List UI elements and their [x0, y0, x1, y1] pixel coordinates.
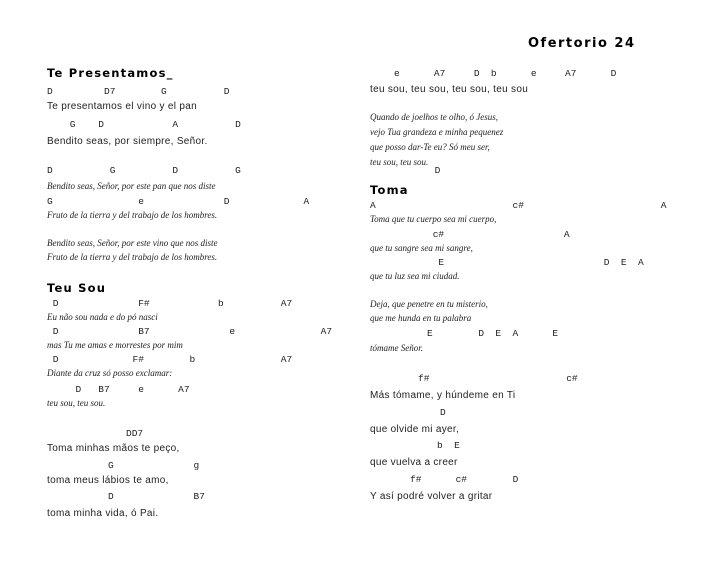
chord-line: c# A [370, 229, 570, 240]
lyric-line: teu sou, teu sou, teu sou, teu sou [370, 84, 529, 95]
lyric-line: Toma minhas mãos te peço, [47, 443, 180, 454]
chord-line: D B7 e A7 [47, 384, 190, 395]
lyric-line: que posso dar-Te eu? Só meu ser, [370, 142, 490, 152]
lyric-line: Eu não sou nada e do pó nasci [47, 312, 158, 322]
lyric-line: toma meus lábios te amo, [47, 475, 169, 486]
chord-line: G D A D [47, 119, 241, 130]
lyric-line: que vuelva a creer [370, 457, 458, 468]
page-title: Ofertorio 24 [528, 36, 636, 51]
lyric-line: Bendito seas, Señor, por este vino que nos diste [47, 238, 218, 248]
lyric-line: que tu sangre sea mi sangre, [370, 243, 473, 253]
lyric-line: que olvide mi ayer, [370, 424, 460, 435]
lyric-line: Más tómame, y húndeme en Ti [370, 390, 516, 401]
lyric-line: que tu luz sea mi ciudad. [370, 271, 460, 281]
chord-line: b E [437, 440, 460, 451]
chord-line: E D E A [370, 257, 644, 268]
lyric-line: tómame Señor. [370, 343, 423, 353]
chord-line: e A7 D b e A7 D [394, 68, 617, 79]
chord-line: G e D A [47, 196, 310, 207]
chord-line: E D E A E [370, 328, 559, 339]
section-heading-te-presentamos: Te Presentamos_ [47, 66, 174, 80]
chord-line: f# c# D [410, 474, 519, 485]
lyric-line: mas Tu me amas e morrestes por mim [47, 340, 183, 350]
lyric-line: Deja, que penetre en tu misterio, [370, 299, 488, 309]
section-heading-toma: Toma [370, 183, 409, 197]
lyric-line: Bendito seas, Señor, por este pan que nos diste [47, 181, 216, 191]
lyric-line: Quando de joelhos te olho, ó Jesus, [370, 112, 498, 122]
chord-line: D D7 G D [47, 86, 230, 97]
chord-line: D [440, 407, 446, 418]
chord-line: D B7 [108, 491, 205, 502]
lyric-line: vejo Tua grandeza e minha pequenez [370, 127, 504, 137]
chord-line: f# c# [418, 373, 578, 384]
chord-line: G g [108, 460, 200, 471]
lyric-line: Fruto de la tierra y del trabajo de los hombres. [47, 210, 218, 220]
lyric-line: Y así podré volver a gritar [370, 491, 493, 502]
lyric-line: teu sou, teu sou. [47, 398, 106, 408]
lyric-line: teu sou, teu sou. [370, 157, 429, 167]
lyric-line: Toma que tu cuerpo sea mi cuerpo, [370, 214, 497, 224]
lyric-line: Bendito seas, por siempre, Señor. [47, 136, 208, 147]
lyric-line: que me hunda en tu palabra [370, 313, 472, 323]
lyric-line: toma minha vida, ó Pai. [47, 508, 159, 519]
chord-line: A c# A [370, 200, 667, 211]
lyric-line: Te presentamos el vino y el pan [47, 101, 197, 112]
section-heading-teu-sou: Teu Sou [47, 281, 107, 295]
chord-line: D G D G D [47, 165, 441, 176]
chord-line: D F# b A7 [47, 298, 293, 309]
chord-line: DD7 [126, 428, 144, 439]
lyric-line: Diante da cruz só posso exclamar: [47, 368, 173, 378]
chord-line: D B7 e A7 [47, 326, 333, 337]
chord-line: D F# b A7 [47, 354, 293, 365]
lyric-line: Fruto de la tierra y del trabajo de los hombres. [47, 252, 218, 262]
